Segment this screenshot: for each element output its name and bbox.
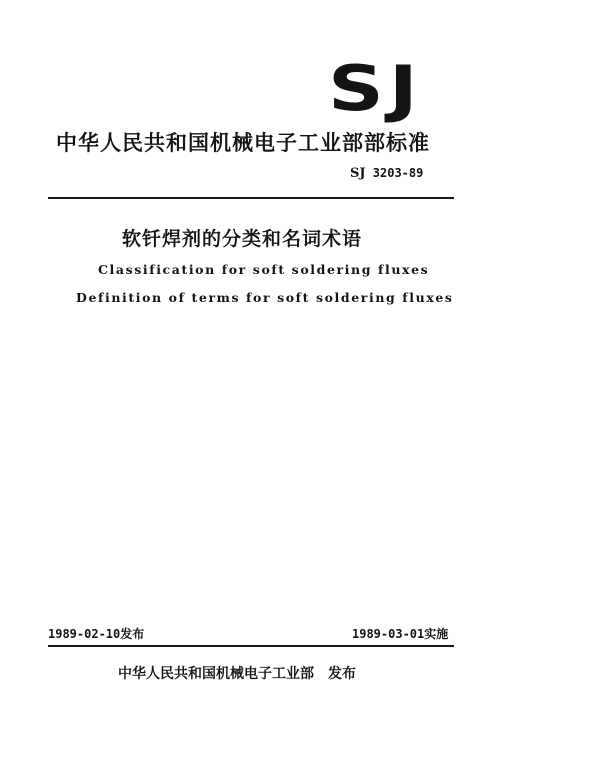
sj-logo: SJ [328, 52, 423, 125]
document-title-chinese: 软钎焊剂的分类和名词术语 [122, 228, 363, 250]
publish-label: 发布 [328, 666, 356, 682]
standard-prefix: SJ [350, 166, 366, 181]
top-divider [48, 197, 454, 199]
issue-date: 1989-02-10发布 [48, 627, 145, 641]
document-title-english-2: Definition of terms for soft soldering fluxes [76, 290, 454, 305]
bottom-divider [48, 645, 454, 647]
ministry-standard-title: 中华人民共和国机械电子工业部部标准 [56, 131, 430, 155]
publisher-line [118, 664, 356, 684]
standard-number: 3203-89 [372, 166, 424, 180]
document-title-english-1: Classification for soft soldering fluxes [98, 262, 430, 277]
publisher-name: 中华人民共和国机械电子工业部 [118, 666, 314, 682]
implementation-date: 1989-03-01实施 [352, 627, 449, 641]
standard-code [350, 165, 423, 182]
